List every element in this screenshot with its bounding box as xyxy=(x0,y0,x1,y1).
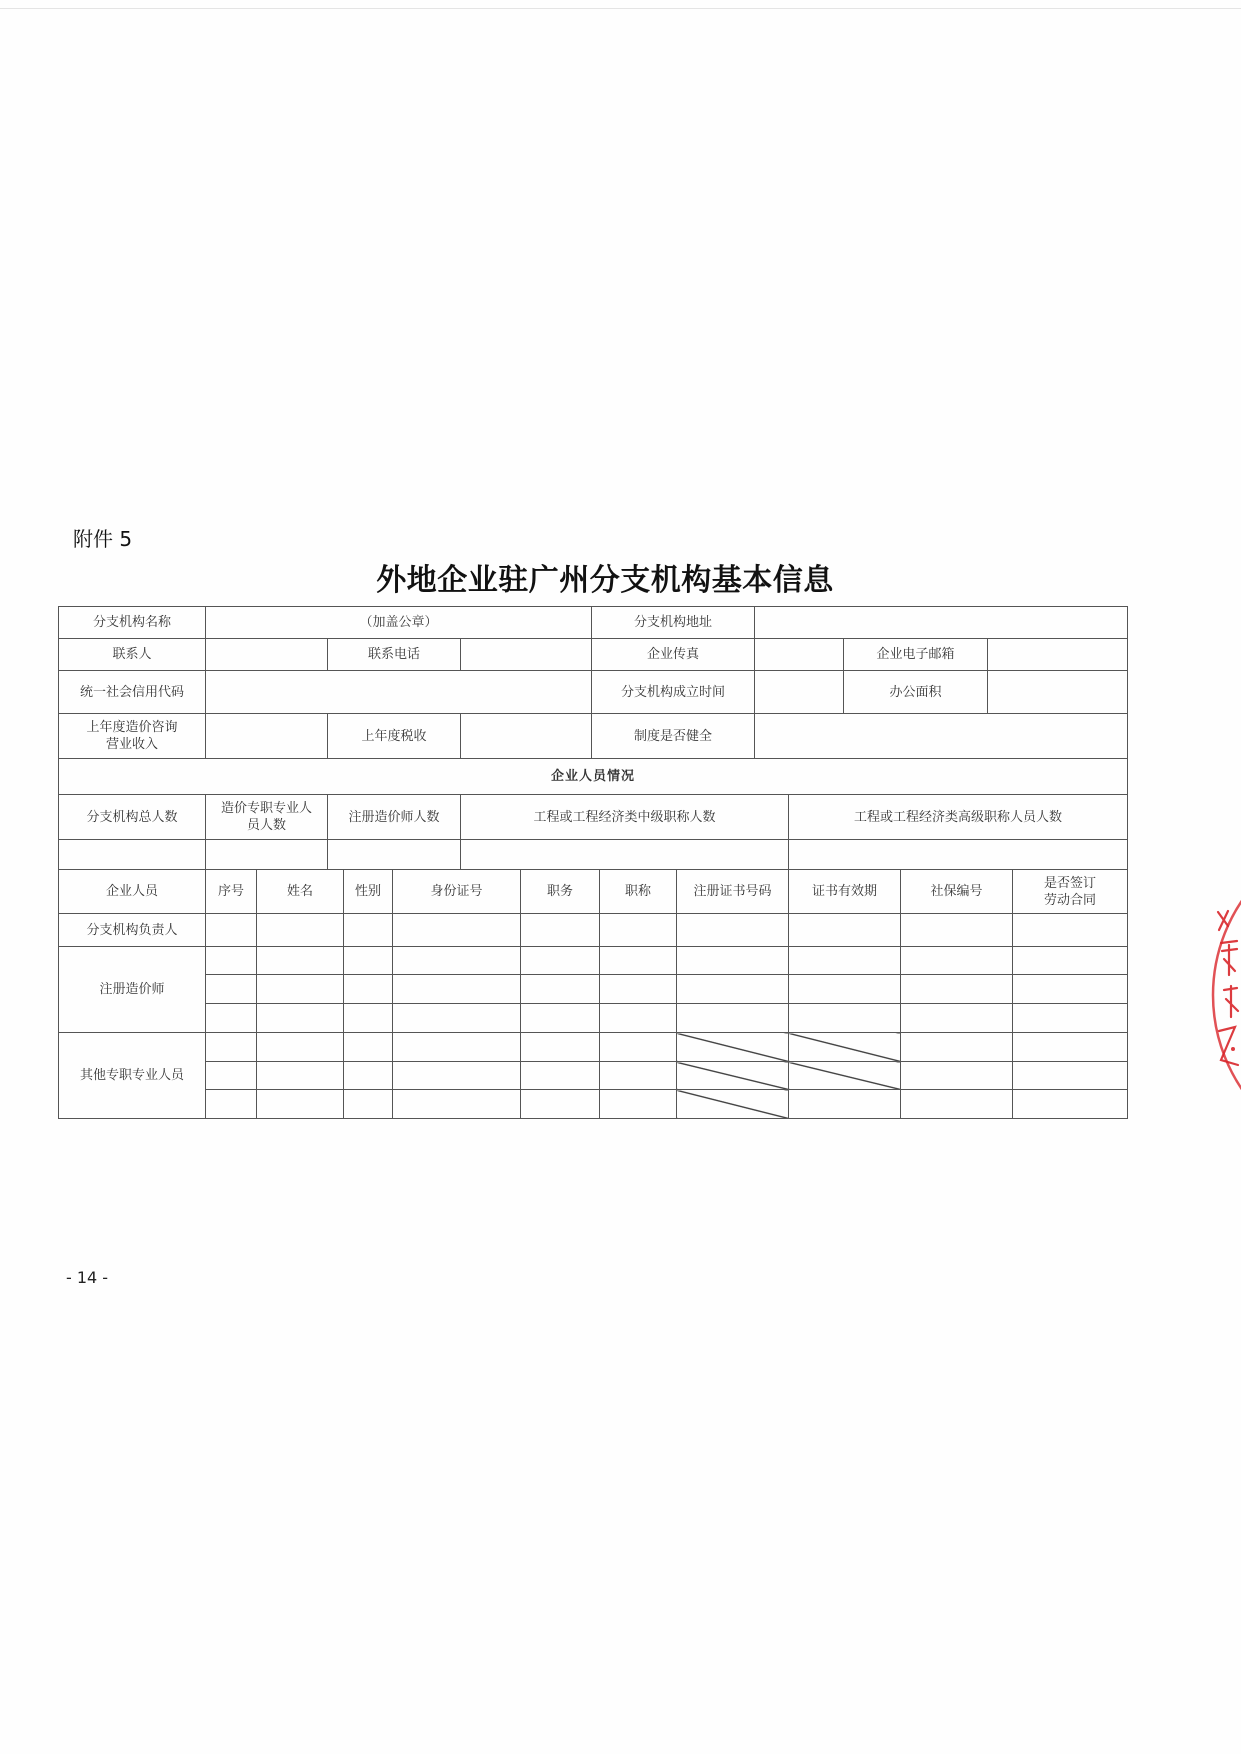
social-security-cell xyxy=(901,975,1013,1004)
row-staff-summary-headers xyxy=(59,795,1128,840)
title-cell xyxy=(600,1033,677,1062)
row-staff-heading xyxy=(59,759,1128,795)
seal-note: （加盖公章） xyxy=(359,615,438,630)
gender-header: 性别 xyxy=(344,870,393,914)
labor-contract-cell xyxy=(1013,1090,1128,1119)
position-cell xyxy=(521,1090,600,1119)
seq-cell xyxy=(206,1033,257,1062)
labor-contract-cell xyxy=(1013,1033,1128,1062)
registered-engineer-count-header: 注册造价师人数 xyxy=(328,795,461,840)
gender-cell xyxy=(344,975,393,1004)
gender-cell xyxy=(344,1033,393,1062)
row-credit-code xyxy=(59,671,1128,714)
senior-title-count-field xyxy=(789,840,1128,870)
name-cell xyxy=(257,975,344,1004)
revenue-label: 上年度造价咨询营业收入 xyxy=(86,720,178,752)
cert-number-cell xyxy=(677,975,789,1004)
cert-validity-cell xyxy=(789,947,901,975)
labor-contract-cell xyxy=(1013,914,1128,947)
group-branch-head: 分支机构负责人 xyxy=(59,914,206,947)
cert-validity-cell xyxy=(789,914,901,947)
seq-cell xyxy=(206,1090,257,1119)
total-staff-field xyxy=(59,840,206,870)
page-number: - 14 - xyxy=(66,1268,109,1287)
form-title: 外地企业驻广州分支机构基本信息 xyxy=(376,563,834,598)
cert-validity-cell-crossed xyxy=(789,1062,901,1090)
senior-title-count-header: 工程或工程经济类高级职称人员人数 xyxy=(789,795,1128,840)
cert-number-header: 注册证书号码 xyxy=(677,870,789,914)
seq-cell xyxy=(206,975,257,1004)
office-area-label: 办公面积 xyxy=(844,671,988,714)
id-number-cell xyxy=(393,975,521,1004)
name-cell xyxy=(257,947,344,975)
established-field xyxy=(755,671,844,714)
cert-validity-cell-crossed xyxy=(789,1033,901,1062)
title-cell xyxy=(600,1090,677,1119)
title-cell xyxy=(600,947,677,975)
seq-header: 序号 xyxy=(206,870,257,914)
attachment-label: 附件 5 xyxy=(73,527,133,551)
fax-field xyxy=(755,639,844,671)
title-cell xyxy=(600,1004,677,1033)
row-branch-name xyxy=(59,607,1128,639)
name-cell xyxy=(257,1004,344,1033)
seq-cell xyxy=(206,1062,257,1090)
table-row xyxy=(59,975,1128,1004)
labor-contract-cell xyxy=(1013,1004,1128,1033)
row-staff-detail-headers xyxy=(59,870,1128,914)
id-number-cell xyxy=(393,1062,521,1090)
revenue-label-cell xyxy=(59,714,206,759)
labor-contract-cell xyxy=(1013,975,1128,1004)
phone-field xyxy=(461,639,592,671)
gender-cell xyxy=(344,1004,393,1033)
labor-contract-header: 是否签订劳动合同 xyxy=(1044,875,1097,908)
gender-cell xyxy=(344,914,393,947)
name-cell xyxy=(257,1033,344,1062)
gender-cell xyxy=(344,1090,393,1119)
position-cell xyxy=(521,914,600,947)
credit-code-field xyxy=(206,671,592,714)
row-revenue xyxy=(59,714,1128,759)
row-staff-summary-values xyxy=(59,840,1128,870)
name-cell xyxy=(257,914,344,947)
cert-number-cell xyxy=(677,1004,789,1033)
cert-number-cell xyxy=(677,914,789,947)
title-header: 职称 xyxy=(600,870,677,914)
registered-engineer-count-field xyxy=(328,840,461,870)
seq-cell xyxy=(206,1004,257,1033)
name-cell xyxy=(257,1090,344,1119)
position-cell xyxy=(521,947,600,975)
contact-label: 联系人 xyxy=(59,639,206,671)
cost-staff-header: 造价专职专业人员人数 xyxy=(220,801,312,833)
system-field xyxy=(755,714,1128,759)
labor-contract-cell xyxy=(1013,947,1128,975)
cert-validity-cell xyxy=(789,1090,901,1119)
social-security-cell xyxy=(901,1033,1013,1062)
table-row xyxy=(59,1090,1128,1119)
intermediate-title-count-field xyxy=(461,840,789,870)
labor-contract-header-cell xyxy=(1013,870,1128,914)
red-seal-stamp xyxy=(1206,900,1241,1090)
fax-label: 企业传真 xyxy=(592,639,755,671)
branch-name-field xyxy=(206,607,592,639)
table-row xyxy=(59,914,1128,947)
title-cell xyxy=(600,1062,677,1090)
staff-section-heading: 企业人员情况 xyxy=(59,759,1128,795)
position-cell xyxy=(521,1004,600,1033)
intermediate-title-count-header: 工程或工程经济类中级职称人数 xyxy=(461,795,789,840)
id-number-cell xyxy=(393,1004,521,1033)
cert-validity-header: 证书有效期 xyxy=(789,870,901,914)
seq-cell xyxy=(206,914,257,947)
phone-label: 联系电话 xyxy=(328,639,461,671)
social-security-cell xyxy=(901,1062,1013,1090)
table-row xyxy=(59,947,1128,975)
credit-code-label: 统一社会信用代码 xyxy=(59,671,206,714)
position-header: 职务 xyxy=(521,870,600,914)
staff-type-header: 企业人员 xyxy=(59,870,206,914)
social-security-cell xyxy=(901,1004,1013,1033)
id-number-cell xyxy=(393,1090,521,1119)
position-cell xyxy=(521,975,600,1004)
row-contact xyxy=(59,639,1128,671)
revenue-field xyxy=(206,714,328,759)
cost-staff-field xyxy=(206,840,328,870)
table-row xyxy=(59,1004,1128,1033)
established-label: 分支机构成立时间 xyxy=(592,671,755,714)
seq-cell xyxy=(206,947,257,975)
name-header: 姓名 xyxy=(257,870,344,914)
cert-number-cell-crossed xyxy=(677,1033,789,1062)
id-number-cell xyxy=(393,1033,521,1062)
scan-edge-line xyxy=(0,8,1241,9)
gender-cell xyxy=(344,947,393,975)
cert-number-cell-crossed xyxy=(677,1090,789,1119)
tax-label: 上年度税收 xyxy=(328,714,461,759)
position-cell xyxy=(521,1062,600,1090)
id-number-header: 身份证号 xyxy=(393,870,521,914)
cert-validity-cell xyxy=(789,1004,901,1033)
cert-validity-cell xyxy=(789,975,901,1004)
name-cell xyxy=(257,1062,344,1090)
group-registered-engineers: 注册造价师 xyxy=(59,947,206,1033)
branch-address-label: 分支机构地址 xyxy=(592,607,755,639)
email-label: 企业电子邮箱 xyxy=(844,639,988,671)
title-cell xyxy=(600,914,677,947)
id-number-cell xyxy=(393,947,521,975)
table-row xyxy=(59,1033,1128,1062)
social-security-header: 社保编号 xyxy=(901,870,1013,914)
group-other-professionals: 其他专职专业人员 xyxy=(59,1033,206,1119)
id-number-cell xyxy=(393,914,521,947)
title-cell xyxy=(600,975,677,1004)
cost-staff-header-cell xyxy=(206,795,328,840)
social-security-cell xyxy=(901,914,1013,947)
branch-name-label: 分支机构名称 xyxy=(59,607,206,639)
total-staff-header: 分支机构总人数 xyxy=(59,795,206,840)
contact-field xyxy=(206,639,328,671)
cert-number-cell-crossed xyxy=(677,1062,789,1090)
social-security-cell xyxy=(901,1090,1013,1119)
cert-number-cell xyxy=(677,947,789,975)
branch-address-field xyxy=(755,607,1128,639)
office-area-field xyxy=(988,671,1128,714)
tax-field xyxy=(461,714,592,759)
email-field xyxy=(988,639,1128,671)
social-security-cell xyxy=(901,947,1013,975)
position-cell xyxy=(521,1033,600,1062)
branch-info-form-table xyxy=(58,606,1128,1119)
system-label: 制度是否健全 xyxy=(592,714,755,759)
labor-contract-cell xyxy=(1013,1062,1128,1090)
gender-cell xyxy=(344,1062,393,1090)
table-row xyxy=(59,1062,1128,1090)
